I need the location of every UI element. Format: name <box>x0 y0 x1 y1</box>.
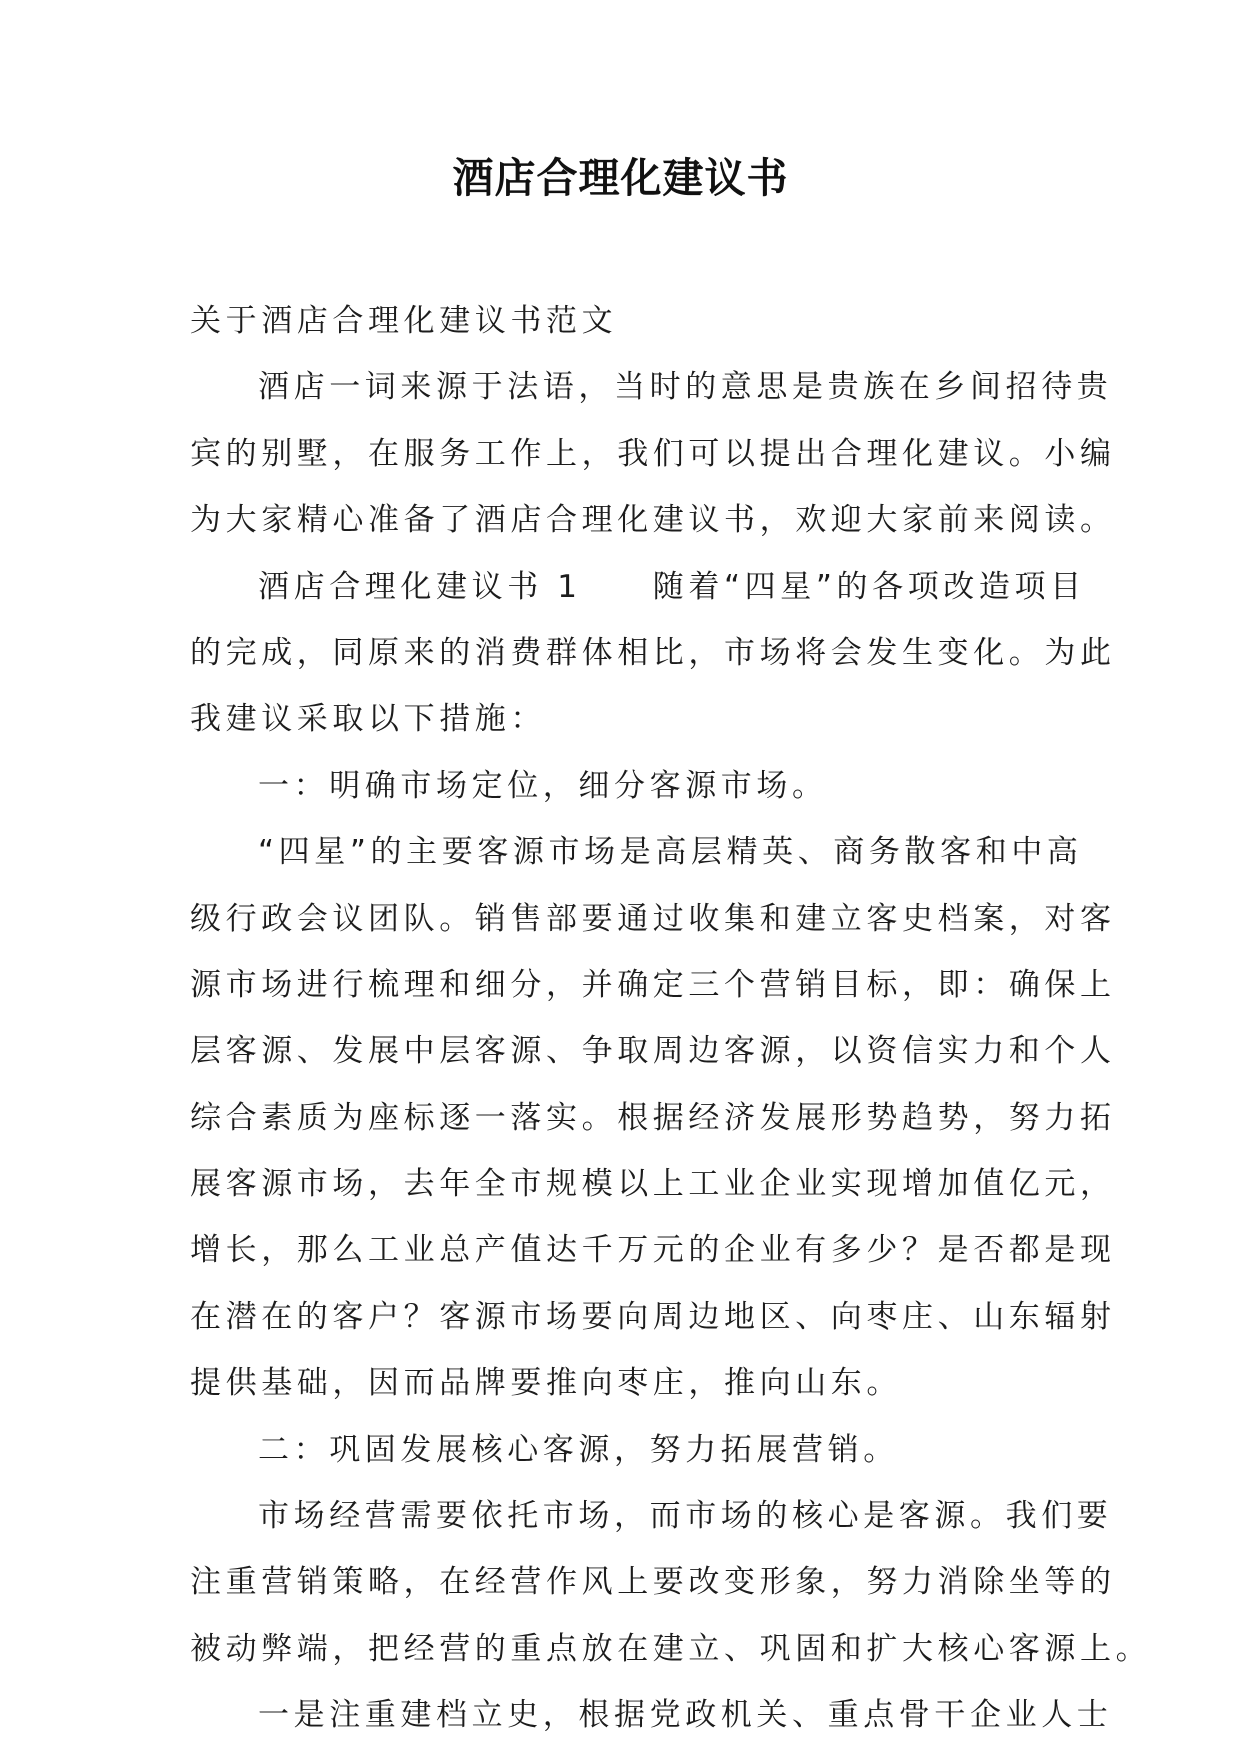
text-line: 关于酒店合理化建议书范文 <box>190 303 618 339</box>
document-title: 酒店合理化建议书 <box>452 154 789 202</box>
text-line: 被动弊端，把经营的重点放在建立、巩固和扩大核心客源上。 <box>190 1630 1152 1667</box>
text-line: 二：巩固发展核心客源，努力拓展营销。 <box>258 1431 899 1468</box>
text-line: 酒店一词来源于法语，当时的意思是贵族在乡间招待贵 <box>258 369 1113 406</box>
text-line: 一：明确市场定位，细分客源市场。 <box>258 767 828 804</box>
text-line: 级行政会议团队。销售部要通过收集和建立客史档案，对客 <box>190 900 1116 937</box>
text-line: 源市场进行梳理和细分，并确定三个营销目标，即：确保上 <box>190 966 1116 1003</box>
text-line: 展客源市场，去年全市规模以上工业企业实现增加值亿元， <box>190 1166 1116 1203</box>
text-line: 为大家精心准备了酒店合理化建议书，欢迎大家前来阅读。 <box>190 502 1116 539</box>
text-line: 综合素质为座标逐一落实。根据经济发展形势趋势，努力拓 <box>190 1099 1116 1136</box>
text-line: 一是注重建档立史，根据党政机关、重点骨干企业人士 <box>258 1697 1113 1734</box>
text-line: 酒店合理化建议书 1 随着“四星”的各项改造项目 <box>258 568 1086 605</box>
text-line: 层客源、发展中层客源、争取周边客源，以资信实力和个人 <box>190 1033 1116 1070</box>
text-line: 注重营销策略，在经营作风上要改变形象，努力消除坐等的 <box>190 1564 1116 1601</box>
text-line: 市场经营需要依托市场，而市场的核心是客源。我们要 <box>258 1498 1113 1535</box>
text-line: 的完成，同原来的消费群体相比，市场将会发生变化。为此 <box>190 634 1116 671</box>
document-body <box>190 288 1152 1749</box>
text-line: 增长，那么工业总产值达千万元的企业有多少？是否都是现 <box>190 1232 1116 1269</box>
text-line: “四星”的主要客源市场是高层精英、商务散客和中高 <box>258 834 1083 871</box>
text-line: 我建议采取以下措施： <box>190 701 546 738</box>
text-line: 提供基础，因而品牌要推向枣庄，推向山东。 <box>190 1365 902 1402</box>
text-line: 在潜在的客户？客源市场要向周边地区、向枣庄、山东辐射 <box>190 1298 1116 1335</box>
text-line: 宾的别墅，在服务工作上，我们可以提出合理化建议。小编 <box>190 435 1116 472</box>
